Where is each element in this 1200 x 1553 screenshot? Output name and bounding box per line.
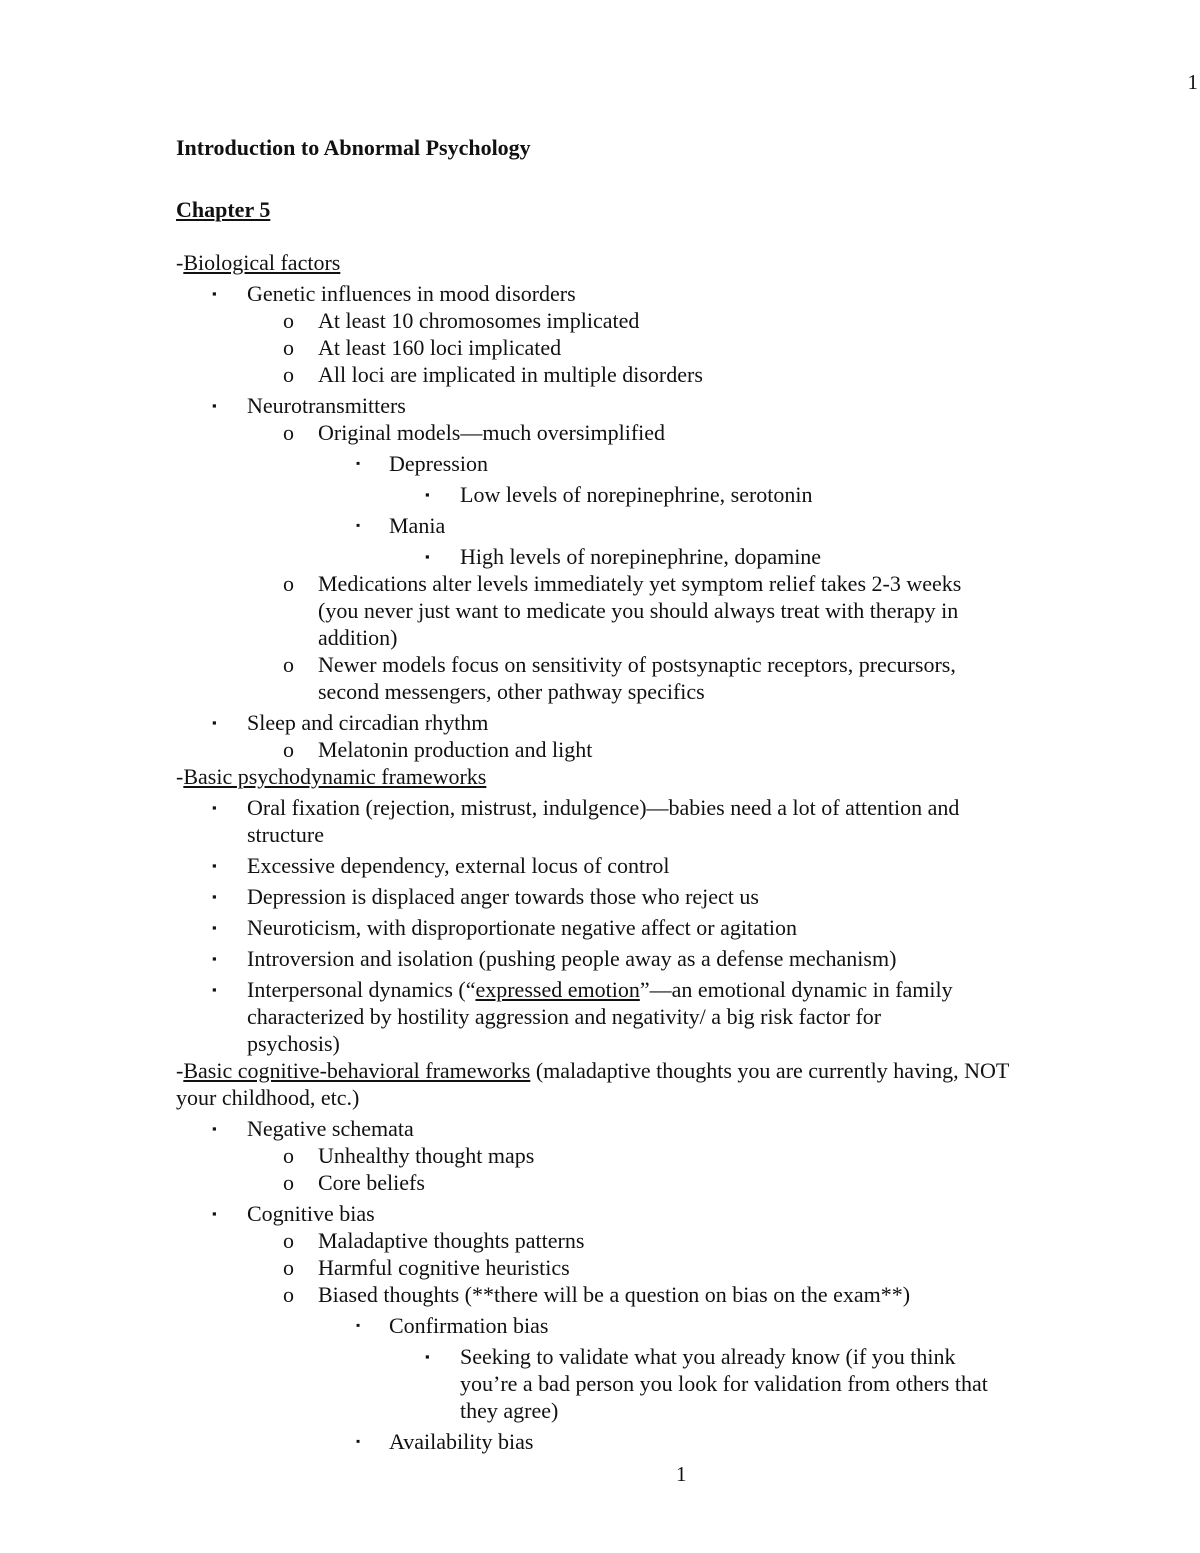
bullet-icon: ▪ bbox=[212, 398, 217, 413]
circle-bullet-icon: o bbox=[283, 571, 294, 596]
bullet-icon: ▪ bbox=[212, 858, 217, 873]
circle-bullet-icon: o bbox=[283, 1228, 294, 1253]
list-item: o All loci are implicated in multiple disorders bbox=[283, 362, 703, 387]
bullet-icon: ▪ bbox=[212, 800, 217, 815]
list-item: o Unhealthy thought maps bbox=[283, 1143, 535, 1168]
list-item: ▪ Introversion and isolation (pushing people away as a defense mechanism) bbox=[212, 946, 897, 971]
biological-list bbox=[176, 280, 1016, 763]
list-item: ▪ High levels of norepinephrine, dopamine bbox=[425, 544, 822, 569]
list-item: ▪ Depression ▪ Low levels of norepinephrine, serotonin bbox=[318, 450, 1016, 508]
chapter-heading: Chapter 5 bbox=[176, 197, 271, 222]
section-heading-psychodynamic: Basic psychodynamic frameworks bbox=[183, 764, 487, 789]
list-item: ▪ Neuroticism, with disproportionate negative affect or agitation bbox=[212, 915, 798, 940]
document-title: Introduction to Abnormal Psychology bbox=[176, 135, 531, 160]
section-biological: -Biological factors bbox=[176, 250, 341, 275]
list-item: ▪ Neurotransmitters o Original models—much oversimplified ▪ Depression ▪ Low levels of norepinephrine, serotonin ▪ Mania ▪ High levels of norepinephrine, dopamine o Medications alter levels immediately yet symptom relief takes 2-3 weeks (you never just want to medicate you should always treat with therapy in addition) o Newer models focus on sensitivity of postsynaptic receptors, precursors, second messengers, other pathway specifics bbox=[176, 392, 1016, 705]
list-item: o At least 160 loci implicated bbox=[283, 335, 562, 360]
list-item: o Biased thoughts (**there will be a question on bias on the exam**) ▪ Confirmation bias ▪ Seeking to validate what you already know (if you think you’re a bad person you look for validation from others that they agree) ▪ Availability bias bbox=[247, 1281, 1016, 1455]
circle-bullet-icon: o bbox=[283, 1255, 294, 1280]
circle-bullet-icon: o bbox=[283, 420, 294, 445]
list-item: o Medications alter levels immediately yet symptom relief takes 2-3 weeks (you never just want to medicate you should always treat with therapy in addition) bbox=[283, 571, 962, 650]
square-bullet-icon: ▪ bbox=[356, 1434, 361, 1448]
bullet-icon: ▪ bbox=[425, 1349, 430, 1364]
bullet-icon: ▪ bbox=[212, 1206, 217, 1221]
circle-bullet-icon: o bbox=[283, 362, 294, 387]
list-item: o Core beliefs bbox=[283, 1170, 425, 1195]
psychodynamic-list bbox=[176, 794, 1016, 1057]
bullet-icon: ▪ bbox=[212, 889, 217, 904]
expressed-emotion-term: expressed emotion bbox=[475, 977, 640, 1002]
circle-bullet-icon: o bbox=[283, 652, 294, 677]
bullet-icon: ▪ bbox=[425, 487, 430, 502]
list-item: ▪ Availability bias bbox=[356, 1429, 534, 1454]
circle-bullet-icon: o bbox=[283, 737, 294, 762]
square-bullet-icon: ▪ bbox=[356, 518, 361, 532]
list-item: o Original models—much oversimplified ▪ Depression ▪ Low levels of norepinephrine, serotonin ▪ Mania ▪ High levels of norepinephrine, dopamine bbox=[247, 419, 1016, 570]
bullet-icon: ▪ bbox=[212, 951, 217, 966]
list-item: ▪ Depression is displaced anger towards those who reject us bbox=[212, 884, 759, 909]
list-item: ▪ Negative schemata o Unhealthy thought maps o Core beliefs bbox=[176, 1115, 1016, 1196]
list-item: ▪ Interpersonal dynamics (“expressed emotion”—an emotional dynamic in family characterized by hostility aggression and negativity/ a big risk factor for psychosis) bbox=[212, 977, 953, 1056]
bullet-icon: ▪ bbox=[212, 286, 217, 301]
page-number-bottom: 1 bbox=[676, 1462, 687, 1486]
bullet-icon: ▪ bbox=[212, 715, 217, 730]
bullet-icon: ▪ bbox=[212, 920, 217, 935]
list-item: o Maladaptive thoughts patterns bbox=[283, 1228, 585, 1253]
section-psychodynamic: -Basic psychodynamic frameworks bbox=[176, 764, 487, 789]
circle-bullet-icon: o bbox=[283, 1170, 294, 1195]
section-heading-cognitive: Basic cognitive-behavioral frameworks bbox=[183, 1058, 531, 1083]
circle-bullet-icon: o bbox=[283, 335, 294, 360]
list-item: ▪ Genetic influences in mood disorders o At least 10 chromosomes implicated o At least 160 loci implicated o All loci are implicated in multiple disorders bbox=[176, 280, 1016, 388]
list-item: ▪ Mania ▪ High levels of norepinephrine, dopamine bbox=[318, 512, 1016, 570]
list-item: ▪ Sleep and circadian rhythm o Melatonin production and light bbox=[176, 709, 1016, 763]
bullet-icon: ▪ bbox=[212, 982, 217, 997]
section-cognitive: -Basic cognitive-behavioral frameworks (maladaptive thoughts you are currently having, NOT your childhood, etc.) bbox=[176, 1058, 1009, 1110]
list-item: o Newer models focus on sensitivity of postsynaptic receptors, precursors, second messengers, other pathway specifics bbox=[283, 652, 956, 704]
list-item: ▪ Confirmation bias ▪ Seeking to validate what you already know (if you think you’re a bad person you look for validation from others that they agree) bbox=[318, 1312, 1016, 1424]
list-item: o At least 10 chromosomes implicated bbox=[283, 308, 640, 333]
square-bullet-icon: ▪ bbox=[356, 456, 361, 470]
bullet-icon: ▪ bbox=[212, 1121, 217, 1136]
circle-bullet-icon: o bbox=[283, 1282, 294, 1307]
list-item: o Melatonin production and light bbox=[283, 737, 593, 762]
section-heading-biological: Biological factors bbox=[183, 250, 341, 275]
list-item: ▪ Excessive dependency, external locus of control bbox=[212, 853, 670, 878]
notes-content bbox=[176, 134, 1016, 1455]
cognitive-list bbox=[176, 1115, 1016, 1455]
circle-bullet-icon: o bbox=[283, 308, 294, 333]
bullet-icon: ▪ bbox=[425, 549, 430, 564]
list-item: ▪ Cognitive bias o Maladaptive thoughts patterns o Harmful cognitive heuristics o Biased thoughts (**there will be a question on bias on the exam**) ▪ Confirmation bias ▪ Seeking to validate what you already know (if you think you’re a bad person you look for validation from others that they agree) ▪ Availability bias bbox=[176, 1200, 1016, 1455]
list-item: o Harmful cognitive heuristics bbox=[283, 1255, 570, 1280]
list-item: ▪ Oral fixation (rejection, mistrust, indulgence)—babies need a lot of attention and structure bbox=[212, 795, 960, 847]
circle-bullet-icon: o bbox=[283, 1143, 294, 1168]
page-number-top: 1 bbox=[1187, 70, 1198, 94]
list-item: ▪ Seeking to validate what you already know (if you think you’re a bad person you look for validation from others that they agree) bbox=[425, 1344, 988, 1423]
square-bullet-icon: ▪ bbox=[356, 1318, 361, 1332]
list-item: ▪ Low levels of norepinephrine, serotonin bbox=[425, 482, 813, 507]
